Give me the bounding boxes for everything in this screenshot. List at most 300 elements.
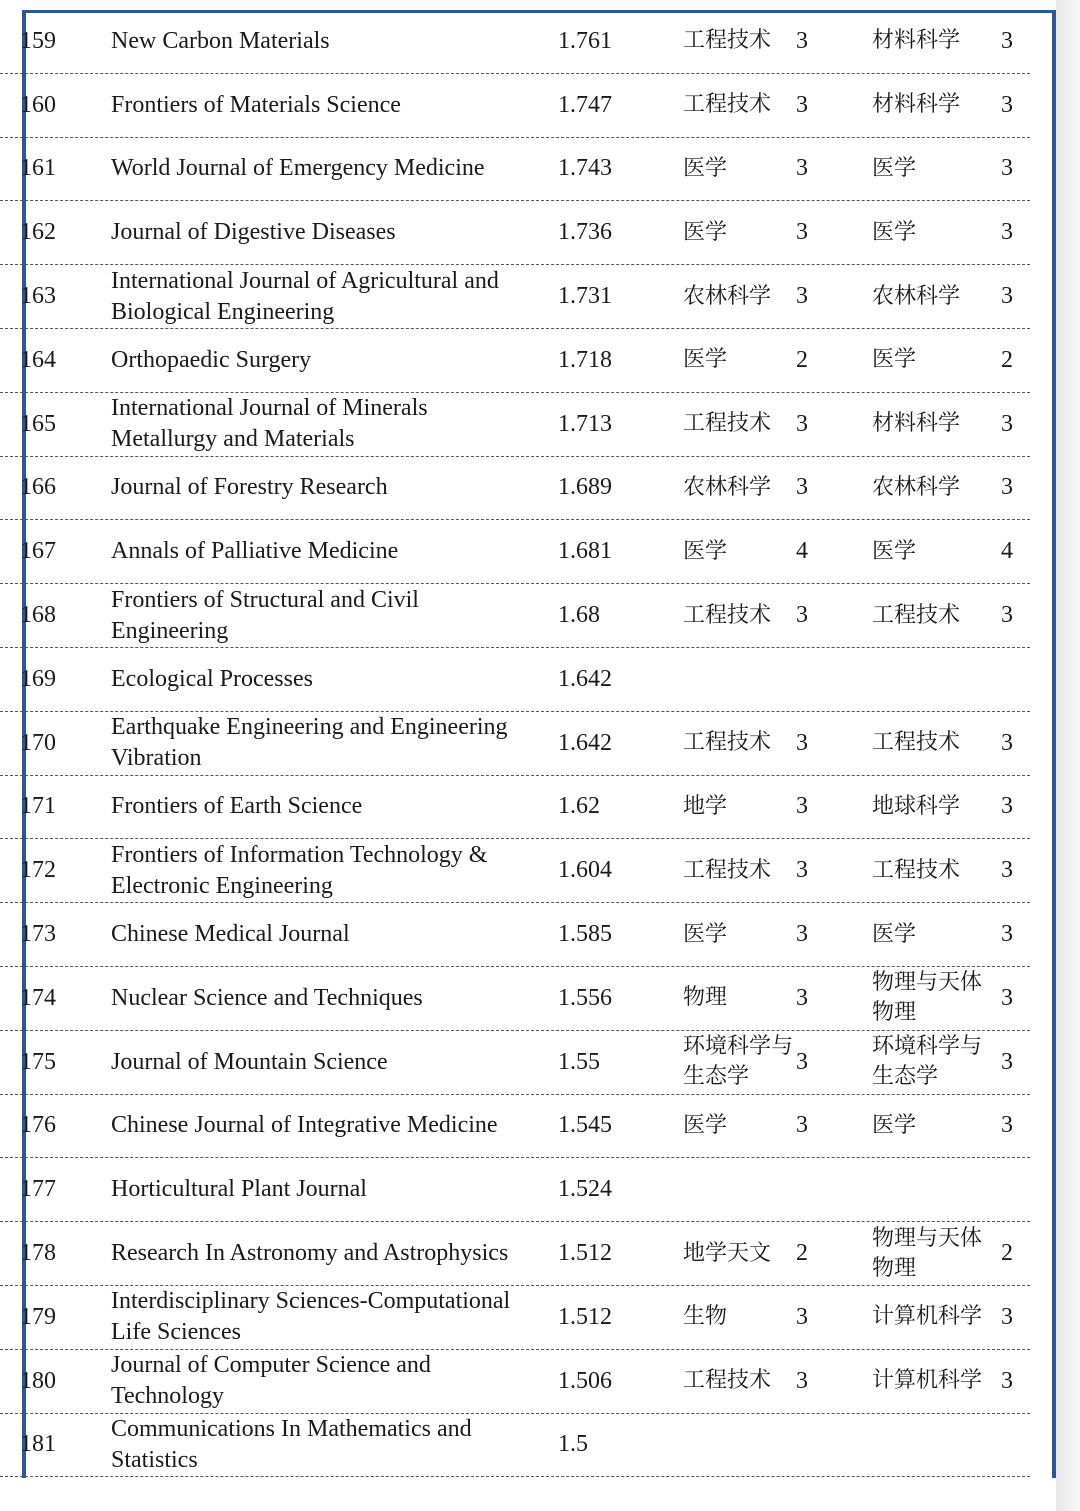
category-quartile-cell	[796, 967, 816, 1030]
journal-name-cell	[111, 265, 531, 328]
category-cell	[683, 648, 793, 711]
name-text: Journal of Computer Science and Technology	[111, 1352, 431, 1410]
if-text: 1.62	[558, 793, 600, 820]
table-row	[0, 1222, 1030, 1286]
q2-text: 2	[1001, 346, 1013, 373]
journal-name-cell	[111, 903, 531, 966]
cat1-text: 生物	[683, 1304, 728, 1330]
table-row	[0, 201, 1030, 265]
impact-factor-cell	[558, 138, 658, 201]
impact-factor-cell	[558, 201, 658, 264]
subject-cell	[872, 903, 984, 966]
num-text: 159	[20, 27, 56, 54]
journal-name-cell	[111, 839, 531, 902]
category-quartile-cell	[796, 1414, 816, 1477]
cat2-text: 医学	[872, 921, 917, 947]
name-text: Frontiers of Information Technology & Electronic Engineering	[111, 841, 488, 899]
name-text: Earthquake Engineering and Engineering Vibration	[111, 714, 508, 772]
q1-text: 3	[796, 1367, 808, 1394]
q2-text: 3	[1001, 91, 1013, 118]
rank-cell	[20, 584, 100, 647]
journal-name-cell	[111, 712, 531, 775]
cat1-text: 工程技术	[683, 602, 772, 628]
rank-cell	[20, 265, 100, 328]
q2-text: 3	[1001, 219, 1013, 246]
cat1-text: 医学	[683, 921, 728, 947]
journal-name-cell	[111, 1414, 531, 1477]
name-text: New Carbon Materials	[111, 27, 330, 54]
q2-text: 2	[1001, 1240, 1013, 1267]
category-cell	[683, 584, 793, 647]
subject-cell	[872, 393, 984, 456]
cat2-text: 医学	[872, 155, 917, 181]
cat2-text: 计算机科学	[872, 1304, 983, 1330]
journal-name-cell	[111, 520, 531, 583]
q2-text: 3	[1001, 283, 1013, 310]
cat1-text: 医学	[683, 155, 728, 181]
category-quartile-cell	[796, 201, 816, 264]
cat1-text: 物理	[683, 985, 728, 1011]
category-quartile-cell	[796, 648, 816, 711]
table-row	[0, 584, 1030, 648]
q1-text: 3	[796, 1112, 808, 1139]
rank-cell	[20, 520, 100, 583]
if-text: 1.761	[558, 27, 612, 54]
cat1-text: 工程技术	[683, 411, 772, 437]
category-quartile-cell	[796, 520, 816, 583]
category-quartile-cell	[796, 1286, 816, 1349]
name-text: Chinese Journal of Integrative Medicine	[111, 1112, 498, 1139]
category-cell	[683, 1158, 793, 1221]
name-text: Communications In Mathematics and Statistics	[111, 1415, 472, 1473]
rank-cell	[20, 10, 100, 73]
q2-text: 4	[1001, 538, 1013, 565]
cat1-text: 工程技术	[683, 1368, 772, 1394]
q2-text: 3	[1001, 27, 1013, 54]
rank-cell	[20, 648, 100, 711]
category-quartile-cell	[796, 712, 816, 775]
table-row	[0, 10, 1030, 74]
category-quartile-cell	[796, 10, 816, 73]
if-text: 1.604	[558, 857, 612, 884]
num-text: 180	[20, 1367, 56, 1394]
num-text: 161	[20, 155, 56, 182]
name-text: Frontiers of Materials Science	[111, 91, 401, 118]
name-text: International Journal of Agricultural and Biological Engineering	[111, 267, 499, 325]
q2-text: 3	[1001, 602, 1013, 629]
journal-name-cell	[111, 584, 531, 647]
table-row	[0, 712, 1030, 776]
name-text: Frontiers of Earth Science	[111, 793, 363, 820]
subject-cell	[872, 10, 984, 73]
table-row	[0, 138, 1030, 202]
subject-quartile-cell	[1001, 1286, 1021, 1349]
subject-quartile-cell	[1001, 1031, 1021, 1094]
category-cell	[683, 712, 793, 775]
cat1-text: 工程技术	[683, 857, 772, 883]
cat1-text: 农林科学	[683, 283, 772, 309]
cat2-text: 医学	[872, 219, 917, 245]
subject-quartile-cell	[1001, 1158, 1021, 1221]
impact-factor-cell	[558, 74, 658, 137]
subject-quartile-cell	[1001, 10, 1021, 73]
if-text: 1.642	[558, 729, 612, 756]
q1-text: 3	[796, 155, 808, 182]
rank-cell	[20, 1350, 100, 1413]
cat2-text: 地球科学	[872, 793, 961, 819]
subject-cell	[872, 265, 984, 328]
table-row	[0, 1095, 1030, 1159]
q2-text: 3	[1001, 921, 1013, 948]
category-cell	[683, 74, 793, 137]
rank-cell	[20, 329, 100, 392]
name-text: World Journal of Emergency Medicine	[111, 155, 485, 182]
cat1-text: 农林科学	[683, 474, 772, 500]
q1-text: 3	[796, 91, 808, 118]
journal-name-cell	[111, 1286, 531, 1349]
subject-cell	[872, 967, 984, 1030]
category-quartile-cell	[796, 393, 816, 456]
subject-quartile-cell	[1001, 1095, 1021, 1158]
subject-quartile-cell	[1001, 648, 1021, 711]
name-text: Orthopaedic Surgery	[111, 346, 312, 373]
if-text: 1.743	[558, 155, 612, 182]
impact-factor-cell	[558, 584, 658, 647]
table-row	[0, 329, 1030, 393]
cat1-text: 地学天文	[683, 1240, 772, 1266]
category-cell	[683, 201, 793, 264]
subject-cell	[872, 138, 984, 201]
cat1-text: 工程技术	[683, 28, 772, 54]
category-quartile-cell	[796, 1095, 816, 1158]
subject-quartile-cell	[1001, 74, 1021, 137]
q1-text: 3	[796, 729, 808, 756]
impact-factor-cell	[558, 10, 658, 73]
subject-quartile-cell	[1001, 839, 1021, 902]
subject-quartile-cell	[1001, 329, 1021, 392]
num-text: 166	[20, 474, 56, 501]
subject-quartile-cell	[1001, 201, 1021, 264]
q1-text: 3	[796, 1048, 808, 1075]
q1-text: 3	[796, 410, 808, 437]
cat2-text: 环境科学与生态学	[872, 1034, 983, 1090]
category-cell	[683, 329, 793, 392]
subject-quartile-cell	[1001, 712, 1021, 775]
category-cell	[683, 10, 793, 73]
q2-text: 3	[1001, 984, 1013, 1011]
category-cell	[683, 839, 793, 902]
impact-factor-cell	[558, 776, 658, 839]
journal-name-cell	[111, 776, 531, 839]
table-row	[0, 776, 1030, 840]
if-text: 1.718	[558, 346, 612, 373]
rank-cell	[20, 712, 100, 775]
subject-cell	[872, 1158, 984, 1221]
q1-text: 3	[796, 1303, 808, 1330]
table-row	[0, 457, 1030, 521]
cat2-text: 计算机科学	[872, 1368, 983, 1394]
category-quartile-cell	[796, 1158, 816, 1221]
category-cell	[683, 138, 793, 201]
num-text: 169	[20, 665, 56, 692]
rank-cell	[20, 1158, 100, 1221]
q1-text: 2	[796, 1240, 808, 1267]
cat2-text: 材料科学	[872, 28, 961, 54]
category-quartile-cell	[796, 1350, 816, 1413]
rank-cell	[20, 393, 100, 456]
category-cell	[683, 903, 793, 966]
table-row	[0, 74, 1030, 138]
rank-cell	[20, 839, 100, 902]
cat1-text: 环境科学与生态学	[683, 1034, 794, 1090]
name-text: Chinese Medical Journal	[111, 921, 350, 948]
q1-text: 3	[796, 27, 808, 54]
cat1-text: 工程技术	[683, 92, 772, 118]
category-cell	[683, 393, 793, 456]
subject-cell	[872, 1222, 984, 1285]
if-text: 1.506	[558, 1367, 612, 1394]
impact-factor-cell	[558, 1286, 658, 1349]
table-row	[0, 1414, 1030, 1478]
name-text: Frontiers of Structural and Civil Engineering	[111, 586, 419, 644]
q2-text: 3	[1001, 793, 1013, 820]
q2-text: 3	[1001, 474, 1013, 501]
cat2-text: 材料科学	[872, 411, 961, 437]
subject-quartile-cell	[1001, 776, 1021, 839]
journal-name-cell	[111, 1095, 531, 1158]
impact-factor-cell	[558, 967, 658, 1030]
category-cell	[683, 1286, 793, 1349]
journal-name-cell	[111, 1031, 531, 1094]
if-text: 1.736	[558, 219, 612, 246]
rank-cell	[20, 1095, 100, 1158]
cat1-text: 工程技术	[683, 730, 772, 756]
subject-cell	[872, 1414, 984, 1477]
category-cell	[683, 1095, 793, 1158]
cat2-text: 物理与天体物理	[872, 1225, 983, 1281]
rank-cell	[20, 201, 100, 264]
category-cell	[683, 457, 793, 520]
category-quartile-cell	[796, 138, 816, 201]
if-text: 1.713	[558, 410, 612, 437]
category-quartile-cell	[796, 839, 816, 902]
subject-quartile-cell	[1001, 584, 1021, 647]
subject-quartile-cell	[1001, 1222, 1021, 1285]
journal-name-cell	[111, 138, 531, 201]
table-row	[0, 1158, 1030, 1222]
cat2-text: 物理与天体物理	[872, 970, 983, 1026]
journal-name-cell	[111, 329, 531, 392]
subject-cell	[872, 329, 984, 392]
subject-cell	[872, 648, 984, 711]
q2-text: 3	[1001, 729, 1013, 756]
cat1-text: 医学	[683, 219, 728, 245]
impact-factor-cell	[558, 648, 658, 711]
rank-cell	[20, 457, 100, 520]
journal-name-cell	[111, 457, 531, 520]
name-text: Annals of Palliative Medicine	[111, 538, 399, 565]
num-text: 178	[20, 1240, 56, 1267]
category-cell	[683, 1031, 793, 1094]
impact-factor-cell	[558, 393, 658, 456]
if-text: 1.731	[558, 283, 612, 310]
subject-quartile-cell	[1001, 520, 1021, 583]
q1-text: 3	[796, 921, 808, 948]
q1-text: 3	[796, 984, 808, 1011]
num-text: 175	[20, 1048, 56, 1075]
subject-quartile-cell	[1001, 265, 1021, 328]
if-text: 1.512	[558, 1240, 612, 1267]
if-text: 1.585	[558, 921, 612, 948]
category-quartile-cell	[796, 903, 816, 966]
table-row	[0, 1350, 1030, 1414]
subject-cell	[872, 584, 984, 647]
subject-cell	[872, 1350, 984, 1413]
table-row	[0, 1286, 1030, 1350]
cat1-text: 医学	[683, 347, 728, 373]
q1-text: 3	[796, 283, 808, 310]
rank-cell	[20, 1286, 100, 1349]
impact-factor-cell	[558, 457, 658, 520]
num-text: 177	[20, 1176, 56, 1203]
impact-factor-cell	[558, 712, 658, 775]
subject-cell	[872, 1095, 984, 1158]
cat2-text: 农林科学	[872, 283, 961, 309]
journal-name-cell	[111, 10, 531, 73]
cat1-text: 医学	[683, 538, 728, 564]
q2-text: 3	[1001, 1367, 1013, 1394]
impact-factor-cell	[558, 903, 658, 966]
subject-cell	[872, 74, 984, 137]
num-text: 167	[20, 538, 56, 565]
name-text: International Journal of Minerals Metallurgy and Materials	[111, 395, 428, 453]
if-text: 1.55	[558, 1048, 600, 1075]
name-text: Journal of Forestry Research	[111, 474, 388, 501]
journal-name-cell	[111, 1158, 531, 1221]
subject-cell	[872, 776, 984, 839]
impact-factor-cell	[558, 1414, 658, 1477]
cat2-text: 材料科学	[872, 92, 961, 118]
journal-name-cell	[111, 1350, 531, 1413]
if-text: 1.681	[558, 538, 612, 565]
table-row	[0, 1031, 1030, 1095]
if-text: 1.556	[558, 984, 612, 1011]
category-cell	[683, 265, 793, 328]
name-text: Journal of Mountain Science	[111, 1048, 388, 1075]
subject-cell	[872, 1031, 984, 1094]
q2-text: 3	[1001, 857, 1013, 884]
table-row	[0, 839, 1030, 903]
if-text: 1.689	[558, 474, 612, 501]
subject-quartile-cell	[1001, 903, 1021, 966]
q1-text: 3	[796, 474, 808, 501]
subject-quartile-cell	[1001, 138, 1021, 201]
rank-cell	[20, 776, 100, 839]
num-text: 164	[20, 346, 56, 373]
impact-factor-cell	[558, 839, 658, 902]
subject-cell	[872, 457, 984, 520]
num-text: 181	[20, 1431, 56, 1458]
q2-text: 3	[1001, 1048, 1013, 1075]
q2-text: 3	[1001, 410, 1013, 437]
if-text: 1.524	[558, 1176, 612, 1203]
cat1-text: 医学	[683, 1112, 728, 1138]
category-quartile-cell	[796, 265, 816, 328]
cat2-text: 农林科学	[872, 474, 961, 500]
category-cell	[683, 1222, 793, 1285]
rank-cell	[20, 74, 100, 137]
name-text: Horticultural Plant Journal	[111, 1176, 367, 1203]
if-text: 1.512	[558, 1303, 612, 1330]
subject-cell	[872, 1286, 984, 1349]
category-quartile-cell	[796, 1222, 816, 1285]
name-text: Ecological Processes	[111, 665, 313, 692]
category-quartile-cell	[796, 584, 816, 647]
subject-quartile-cell	[1001, 457, 1021, 520]
table-row	[0, 520, 1030, 584]
impact-factor-cell	[558, 1095, 658, 1158]
if-text: 1.5	[558, 1431, 588, 1458]
name-text: Research In Astronomy and Astrophysics	[111, 1240, 509, 1267]
table-row	[0, 967, 1030, 1031]
rank-cell	[20, 1222, 100, 1285]
table-row	[0, 265, 1030, 329]
journal-name-cell	[111, 74, 531, 137]
if-text: 1.642	[558, 665, 612, 692]
cat2-text: 医学	[872, 347, 917, 373]
q1-text: 3	[796, 602, 808, 629]
if-text: 1.747	[558, 91, 612, 118]
cat1-text: 地学	[683, 793, 728, 819]
category-cell	[683, 967, 793, 1030]
cat2-text: 工程技术	[872, 857, 961, 883]
journal-name-cell	[111, 648, 531, 711]
rank-cell	[20, 903, 100, 966]
subject-cell	[872, 839, 984, 902]
category-quartile-cell	[796, 776, 816, 839]
num-text: 171	[20, 793, 56, 820]
cat2-text: 工程技术	[872, 602, 961, 628]
num-text: 173	[20, 921, 56, 948]
q2-text: 3	[1001, 155, 1013, 182]
subject-quartile-cell	[1001, 967, 1021, 1030]
if-text: 1.545	[558, 1112, 612, 1139]
impact-factor-cell	[558, 1031, 658, 1094]
table-row	[0, 903, 1030, 967]
table-row	[0, 393, 1030, 457]
q1-text: 4	[796, 538, 808, 565]
num-text: 176	[20, 1112, 56, 1139]
category-cell	[683, 520, 793, 583]
category-cell	[683, 1414, 793, 1477]
impact-factor-cell	[558, 265, 658, 328]
num-text: 170	[20, 729, 56, 756]
num-text: 179	[20, 1303, 56, 1330]
subject-cell	[872, 520, 984, 583]
q1-text: 3	[796, 793, 808, 820]
q2-text: 3	[1001, 1112, 1013, 1139]
num-text: 163	[20, 283, 56, 310]
rank-cell	[20, 138, 100, 201]
num-text: 165	[20, 410, 56, 437]
name-text: Interdisciplinary Sciences-Computational Life Sciences	[111, 1288, 511, 1346]
cat2-text: 医学	[872, 538, 917, 564]
category-quartile-cell	[796, 329, 816, 392]
num-text: 174	[20, 984, 56, 1011]
q1-text: 3	[796, 219, 808, 246]
impact-factor-cell	[558, 1222, 658, 1285]
impact-factor-cell	[558, 329, 658, 392]
